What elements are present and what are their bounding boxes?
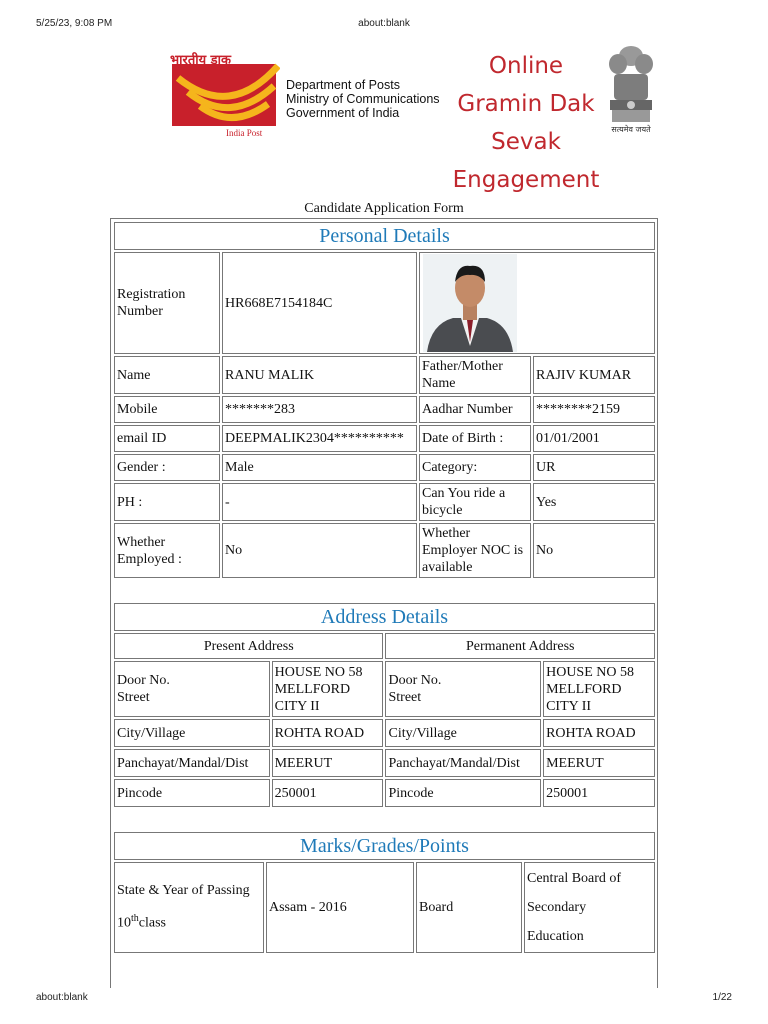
- present-city-label: City/Village: [114, 719, 270, 747]
- reg-value: HR668E7154184C: [222, 252, 417, 354]
- personal-details-table: [112, 220, 657, 580]
- permanent-pincode-value: 250001: [543, 779, 655, 807]
- title-line-2: Gramin Dak: [457, 91, 595, 117]
- board-line-2: Secondary: [527, 900, 587, 915]
- permanent-pincode-label: Pincode: [385, 779, 541, 807]
- email-value: DEEPMALIK2304**********: [222, 425, 417, 452]
- title-line-4: Engagement: [452, 167, 600, 193]
- title-line-1: Online: [488, 53, 564, 79]
- logo-caption: India Post: [226, 128, 263, 138]
- board-line-3: Education: [527, 929, 584, 944]
- footer-url: about:blank: [36, 992, 88, 1003]
- name-label: Name: [114, 356, 220, 394]
- dept-line-3: Government of India: [286, 106, 400, 120]
- class-label: [117, 905, 261, 938]
- print-datetime: 5/25/23, 9:08 PM: [36, 18, 113, 29]
- print-url: about:blank: [358, 18, 410, 29]
- aadhar-value: ********2159: [533, 396, 655, 423]
- mobile-label: Mobile: [114, 396, 220, 423]
- title-line-3: Sevak: [491, 129, 561, 155]
- dob-value: 01/01/2001: [533, 425, 655, 452]
- permanent-address-header: Permanent Address: [385, 633, 655, 659]
- class-suffix: class: [138, 915, 166, 931]
- permanent-panchayat-value: MEERUT: [543, 749, 655, 777]
- noc-label: Whether Employer NOC is available: [419, 523, 531, 578]
- permanent-door-label: [385, 661, 541, 717]
- board-label: Board: [416, 862, 522, 953]
- street-label: Street: [117, 690, 150, 705]
- dept-line-1: Department of Posts: [286, 78, 400, 92]
- present-panchayat-value: MEERUT: [272, 749, 384, 777]
- permanent-city-label: City/Village: [385, 719, 541, 747]
- dob-label: Date of Birth :: [419, 425, 531, 452]
- form-title: Candidate Application Form: [304, 201, 464, 216]
- candidate-photo-icon: [423, 254, 517, 352]
- present-door-value: HOUSE NO 58 MELLFORD CITY II: [272, 661, 384, 717]
- dept-line-2: Ministry of Communications: [286, 92, 440, 106]
- employed-value: No: [222, 523, 417, 578]
- mobile-value: *******283: [222, 396, 417, 423]
- gender-label: Gender :: [114, 454, 220, 481]
- email-label: email ID: [114, 425, 220, 452]
- state-year-label: State & Year of Passing: [117, 883, 250, 899]
- post-horn-icon: [170, 60, 280, 130]
- address-details-table: [112, 601, 657, 809]
- india-post-logo: [170, 50, 278, 140]
- state-label: [114, 862, 264, 953]
- employed-label: Whether Employed :: [114, 523, 220, 578]
- present-pincode-label: Pincode: [114, 779, 270, 807]
- permanent-panchayat-label: Panchayat/Mandal/Dist: [385, 749, 541, 777]
- marks-title: Marks/Grades/Points: [114, 832, 655, 860]
- footer-page: 1/22: [712, 992, 732, 1003]
- logo-hindi-text: भारतीय डाक: [170, 53, 231, 68]
- father-value: RAJIV KUMAR: [533, 356, 655, 394]
- ph-label: PH :: [114, 483, 220, 521]
- present-pincode-value: 250001: [272, 779, 384, 807]
- class-num: 10: [117, 915, 131, 931]
- father-label: Father/Mother Name: [419, 356, 531, 394]
- emblem-motto: सत्यमेव जयते: [611, 125, 651, 134]
- category-value: UR: [533, 454, 655, 481]
- reg-label: Registration Number: [114, 252, 220, 354]
- marks-table: [112, 830, 657, 955]
- present-city-value: ROHTA ROAD: [272, 719, 384, 747]
- print-header: [36, 18, 732, 32]
- address-details-title: Address Details: [114, 603, 655, 631]
- photo-cell: [419, 252, 655, 354]
- ph-value: -: [222, 483, 417, 521]
- noc-value: No: [533, 523, 655, 578]
- aadhar-label: Aadhar Number: [419, 396, 531, 423]
- present-address-header: Present Address: [114, 633, 383, 659]
- board-value: [524, 862, 655, 953]
- street-label: Street: [388, 690, 422, 705]
- name-value: RANU MALIK: [222, 356, 417, 394]
- page-title: [446, 47, 606, 199]
- department-text: [286, 78, 440, 120]
- state-value: Assam - 2016: [266, 862, 414, 953]
- print-footer: [36, 992, 732, 1006]
- class-sup: th: [131, 913, 139, 925]
- permanent-city-value: ROHTA ROAD: [543, 719, 655, 747]
- gender-value: Male: [222, 454, 417, 481]
- bicycle-value: Yes: [533, 483, 655, 521]
- permanent-door-value: HOUSE NO 58 MELLFORD CITY II: [543, 661, 655, 717]
- door-label: Door No.: [117, 673, 170, 688]
- bicycle-label: Can You ride a bicycle: [419, 483, 531, 521]
- present-panchayat-label: Panchayat/Mandal/Dist: [114, 749, 270, 777]
- category-label: Category:: [419, 454, 531, 481]
- present-door-label: [114, 661, 270, 717]
- board-line-1: Central Board of: [527, 871, 622, 886]
- personal-details-title: Personal Details: [114, 222, 655, 250]
- door-label: Door No.: [388, 673, 442, 688]
